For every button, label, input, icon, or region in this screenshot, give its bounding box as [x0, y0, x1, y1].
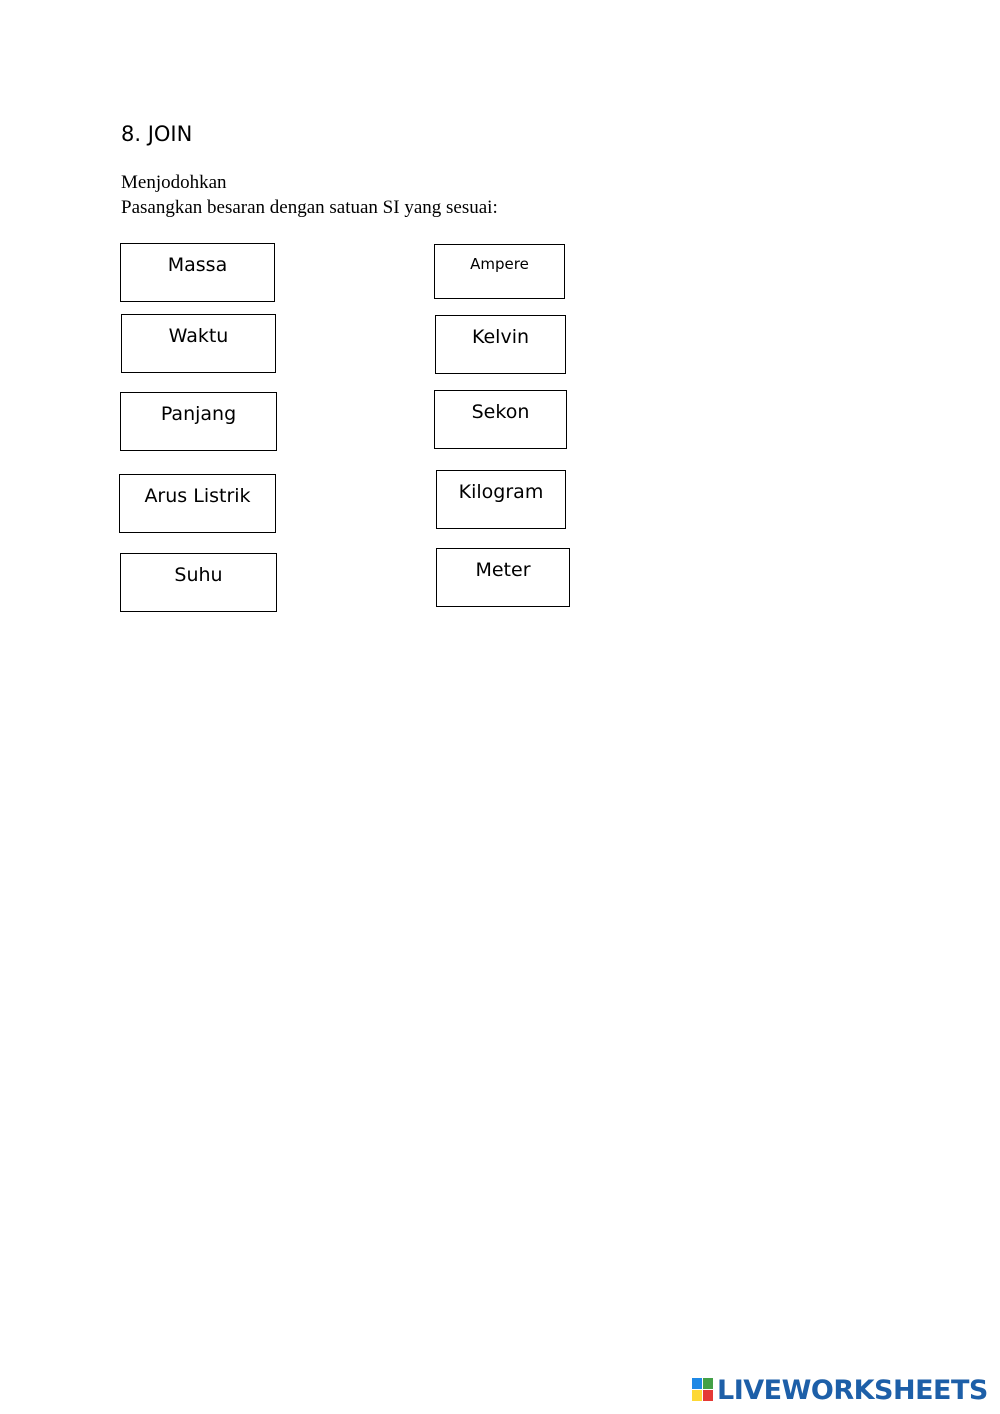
match-right-label: Ampere: [470, 255, 529, 273]
instruction-title: Menjodohkan: [121, 172, 227, 193]
match-left-arus-listrik[interactable]: [119, 474, 276, 533]
match-left-waktu[interactable]: [121, 314, 276, 373]
match-left-label: Massa: [167, 254, 228, 276]
match-left-massa[interactable]: [120, 243, 275, 302]
match-left-label: Waktu: [168, 325, 229, 347]
match-left-suhu[interactable]: [120, 553, 277, 612]
match-left-panjang[interactable]: [120, 392, 277, 451]
match-right-sekon[interactable]: [434, 390, 567, 449]
match-left-label: Panjang: [160, 403, 237, 425]
instruction-text: Pasangkan besaran dengan satuan SI yang sesuai:: [121, 197, 498, 218]
liveworksheets-logo-icon: [692, 1378, 714, 1402]
match-right-ampere[interactable]: [434, 244, 565, 299]
match-right-kilogram[interactable]: [436, 470, 566, 529]
match-right-label: Meter: [475, 559, 531, 581]
match-right-label: Kelvin: [471, 326, 530, 348]
match-left-label: Suhu: [174, 564, 223, 586]
match-right-label: Sekon: [471, 401, 530, 423]
match-right-kelvin[interactable]: [435, 315, 566, 374]
match-right-label: Kilogram: [458, 481, 544, 503]
question-heading: 8. JOIN: [121, 122, 193, 146]
logo-text: LIVEWORKSHEETS: [717, 1374, 988, 1406]
match-left-label: Arus Listrik: [144, 485, 251, 507]
match-right-meter[interactable]: [436, 548, 570, 607]
liveworksheets-logo: [692, 1374, 988, 1406]
